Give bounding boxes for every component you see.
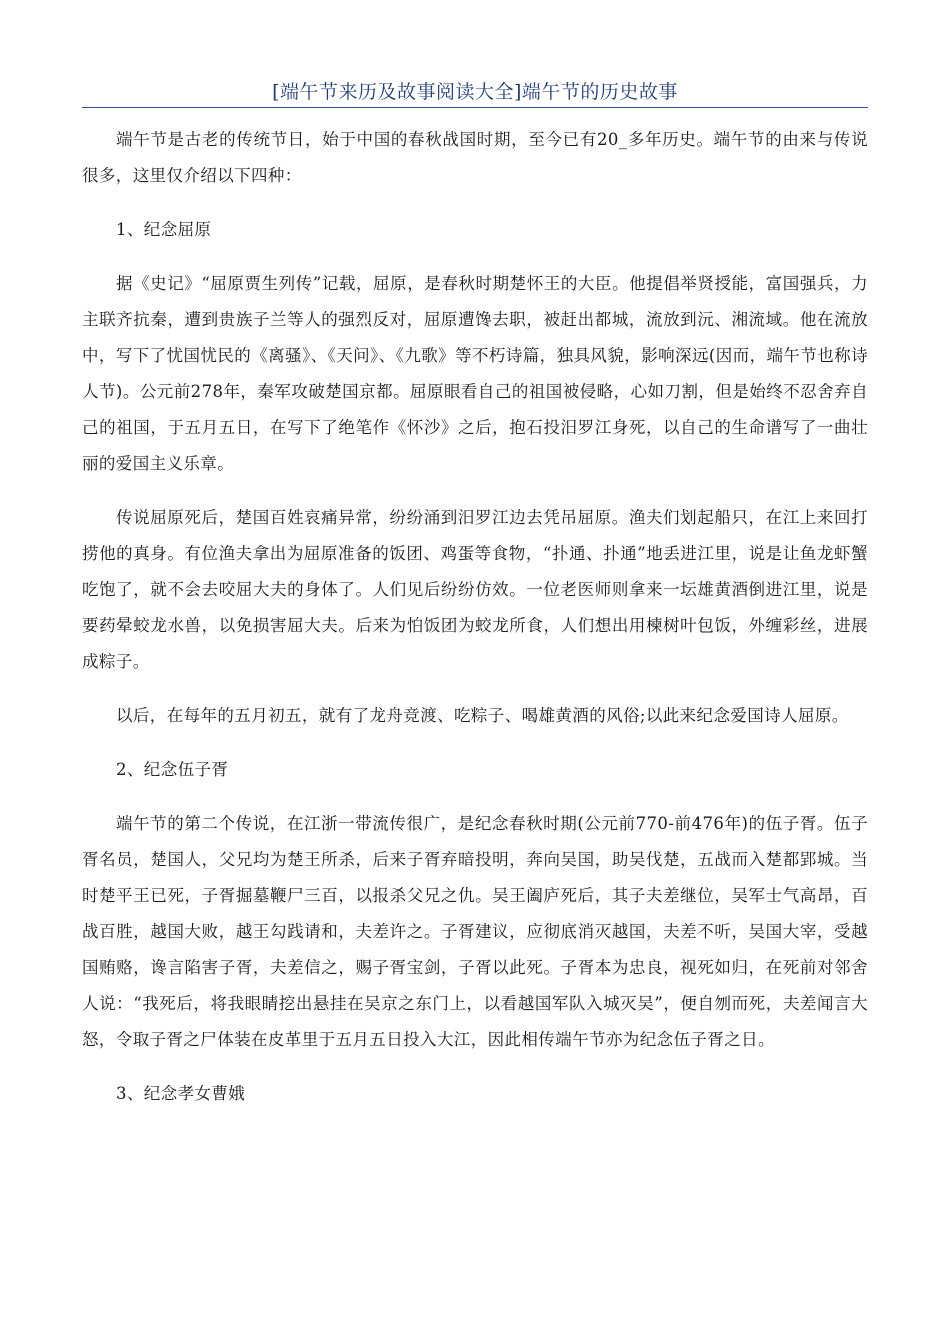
- title-underline: [82, 107, 868, 108]
- paragraph-qu-yuan-customs: 以后，在每年的五月初五，就有了龙舟竞渡、吃粽子、喝雄黄酒的风俗;以此来纪念爱国诗人屈原。: [116, 706, 849, 725]
- document-body: [82, 122, 868, 1130]
- section-heading-cao-e: 3、纪念孝女曹娥: [116, 1084, 246, 1103]
- paragraph-wu-zixu: 端午节的第二个传说，在江浙一带流传很广，是纪念春秋时期(公元前770-前476年)的伍子胥。伍子胥名员，楚国人，父兄均为楚王所杀，后来子胥弃暗投明，奔向吴国，助吴伐楚，五战而入楚都郢城。当时楚平王已死，子胥掘墓鞭尸三百，以报杀父兄之仇。吴王阖庐死后，其子夫差继位，吴军士气高昂，百战百胜，越国大败，越王勾践请和，夫差许之。子胥建议，应彻底消灭越国，夫差不听，吴国大宰，受越国贿赂，谗言陷害子胥，夫差信之，赐子胥宝剑，子胥以此死。子胥本为忠良，视死如归，在死前对邻舍人说：“我死后，将我眼睛挖出悬挂在吴京之东门上，以看越国军队入城灭吴”，便自刎而死，夫差闻言大怒，令取子胥之尸体装在皮革里于五月五日投入大江，因此相传端午节亦为纪念伍子胥之日。: [82, 814, 868, 1049]
- paragraph-qu-yuan-history: 据《史记》“屈原贾生列传”记载，屈原，是春秋时期楚怀王的大臣。他提倡举贤授能，富国强兵，力主联齐抗秦，遭到贵族子兰等人的强烈反对，屈原遭馋去职，被赶出都城，流放到沅、湘流域。他在流放中，写下了忧国忧民的《离骚》、《天问》、《九歌》等不朽诗篇，独具风貌，影响深远(因而，端午节也称诗人节)。公元前278年，秦军攻破楚国京都。屈原眼看自己的祖国被侵略，心如刀割，但是始终不忍舍弃自己的祖国，于五月五日，在写下了绝笔作《怀沙》之后，抱石投汨罗江身死，以自己的生命谱写了一曲壮丽的爱国主义乐章。: [82, 274, 868, 473]
- paragraph-qu-yuan-legend: 传说屈原死后，楚国百姓哀痛异常，纷纷涌到汨罗江边去凭吊屈原。渔夫们划起船只，在江上来回打捞他的真身。有位渔夫拿出为屈原准备的饭团、鸡蛋等食物，“扑通、扑通”地丢进江里，说是让鱼龙虾蟹吃饱了，就不会去咬屈大夫的身体了。人们见后纷纷仿效。一位老医师则拿来一坛雄黄酒倒进江里，说是要药晕蛟龙水兽，以免损害屈大夫。后来为怕饭团为蛟龙所食，人们想出用楝树叶包饭，外缠彩丝，进展成粽子。: [82, 508, 868, 671]
- section-heading-wu-zixu: 2、纪念伍子胥: [116, 760, 229, 779]
- document-title: [端午节来历及故事阅读大全]端午节的历史故事: [272, 81, 678, 103]
- paragraph-intro: 端午节是古老的传统节日，始于中国的春秋战国时期，至今已有20_多年历史。端午节的由来与传说很多，这里仅介绍以下四种：: [82, 130, 868, 185]
- section-heading-qu-yuan: 1、纪念屈原: [116, 220, 212, 239]
